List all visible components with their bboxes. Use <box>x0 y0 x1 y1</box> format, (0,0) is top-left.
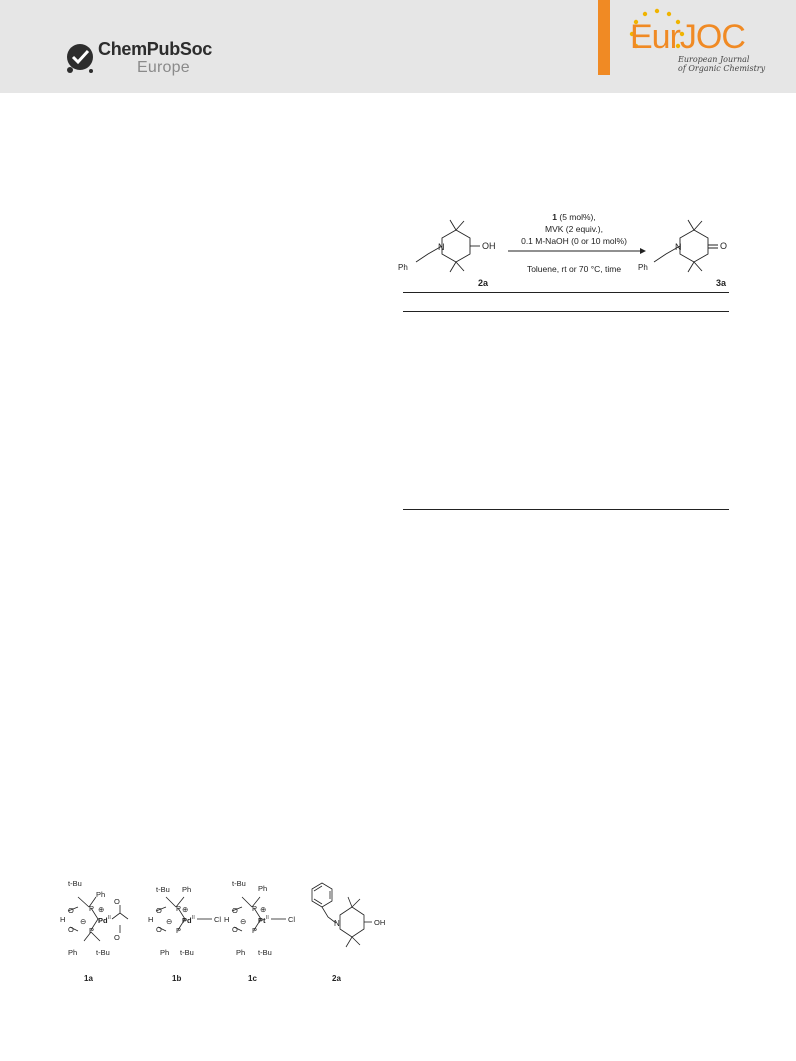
product-ph-label: Ph <box>638 263 648 272</box>
svg-text:⊖: ⊖ <box>240 917 247 926</box>
journal-subtitle-line1: European Journal <box>678 55 750 64</box>
svg-text:II: II <box>108 915 111 921</box>
svg-text:Cl: Cl <box>288 915 296 924</box>
svg-text:⊖: ⊖ <box>166 917 173 926</box>
svg-text:Pd: Pd <box>182 916 192 925</box>
svg-text:P: P <box>89 904 95 913</box>
svg-text:⊕: ⊕ <box>98 905 105 914</box>
table-rule-top <box>403 292 729 293</box>
svg-text:P: P <box>252 926 258 935</box>
svg-text:Ph: Ph <box>258 884 268 893</box>
product-compound-label: 3a <box>716 278 727 288</box>
svg-text:OH: OH <box>374 918 386 927</box>
reagent-line3: 0.1 M-NaOH (0 or 10 mol%) <box>521 236 627 246</box>
svg-text:Cl: Cl <box>214 915 222 924</box>
svg-text:O: O <box>114 897 120 906</box>
svg-text:N: N <box>334 919 340 928</box>
svg-text:Pt: Pt <box>258 916 266 925</box>
svg-text:P: P <box>176 926 182 935</box>
svg-text:⊖: ⊖ <box>80 917 87 926</box>
svg-text:O: O <box>232 906 238 915</box>
svg-text:P: P <box>252 904 258 913</box>
product-n-label: N <box>675 242 682 252</box>
journal-logo: EurJOC <box>630 18 745 56</box>
table-rule-bottom <box>403 509 729 510</box>
svg-text:Pd: Pd <box>98 916 108 925</box>
catalyst-structures-figure <box>56 875 396 995</box>
label-1b: 1b <box>172 974 182 983</box>
svg-text:⊕: ⊕ <box>260 905 267 914</box>
svg-text:P: P <box>89 926 95 935</box>
svg-text:II: II <box>266 915 269 921</box>
svg-text:O: O <box>156 925 162 934</box>
svg-text:Ph: Ph <box>160 948 170 957</box>
svg-text:H: H <box>60 915 66 924</box>
svg-text:Ph: Ph <box>68 948 78 957</box>
table-rule-header <box>403 311 729 312</box>
svg-text:t-Bu: t-Bu <box>68 879 82 888</box>
reaction-scheme <box>398 210 738 300</box>
reagent-line2: MVK (2 equiv.), <box>545 224 603 234</box>
svg-text:II: II <box>192 915 195 921</box>
svg-text:H: H <box>148 915 154 924</box>
svg-text:O: O <box>232 925 238 934</box>
publisher-name: ChemPubSoc <box>98 39 213 59</box>
svg-text:O: O <box>68 925 74 934</box>
product-structure <box>654 220 718 272</box>
start-oh-label: OH <box>482 241 496 251</box>
label-2a: 2a <box>332 974 341 983</box>
product-o-label: O <box>720 241 728 251</box>
svg-text:O: O <box>68 906 74 915</box>
journal-subtitle-line2: of Organic Chemistry <box>678 64 766 73</box>
arrow-head <box>640 248 646 254</box>
label-1a: 1a <box>84 974 93 983</box>
start-compound-label: 2a <box>478 278 489 288</box>
complex-1b <box>156 897 212 931</box>
svg-text:Ph: Ph <box>236 948 246 957</box>
starting-material-structure <box>416 220 480 272</box>
journal-accent-bar <box>598 0 610 75</box>
svg-text:t-Bu: t-Bu <box>180 948 194 957</box>
svg-text:O: O <box>156 906 162 915</box>
svg-text:Ph: Ph <box>96 890 106 899</box>
svg-text:P: P <box>176 904 182 913</box>
svg-text:t-Bu: t-Bu <box>258 948 272 957</box>
start-n-label: N <box>438 242 445 252</box>
journal-subtitle <box>678 55 765 73</box>
svg-text:t-Bu: t-Bu <box>96 948 110 957</box>
svg-text:H: H <box>224 915 230 924</box>
svg-text:Ph: Ph <box>182 885 192 894</box>
label-1c: 1c <box>248 974 257 983</box>
reaction-conditions: Toluene, rt or 70 °C, time <box>526 264 622 274</box>
svg-text:t-Bu: t-Bu <box>156 885 170 894</box>
svg-text:⊕: ⊕ <box>182 905 189 914</box>
publisher-region: Europe <box>137 59 190 76</box>
chempubsoc-logo-icon <box>64 40 98 76</box>
svg-text:t-Bu: t-Bu <box>232 879 246 888</box>
compound-2a-structure <box>312 883 372 947</box>
start-ph-label: Ph <box>398 263 408 272</box>
svg-text:O: O <box>114 933 120 942</box>
reagent-line1: 1 (5 mol%), <box>552 212 596 222</box>
